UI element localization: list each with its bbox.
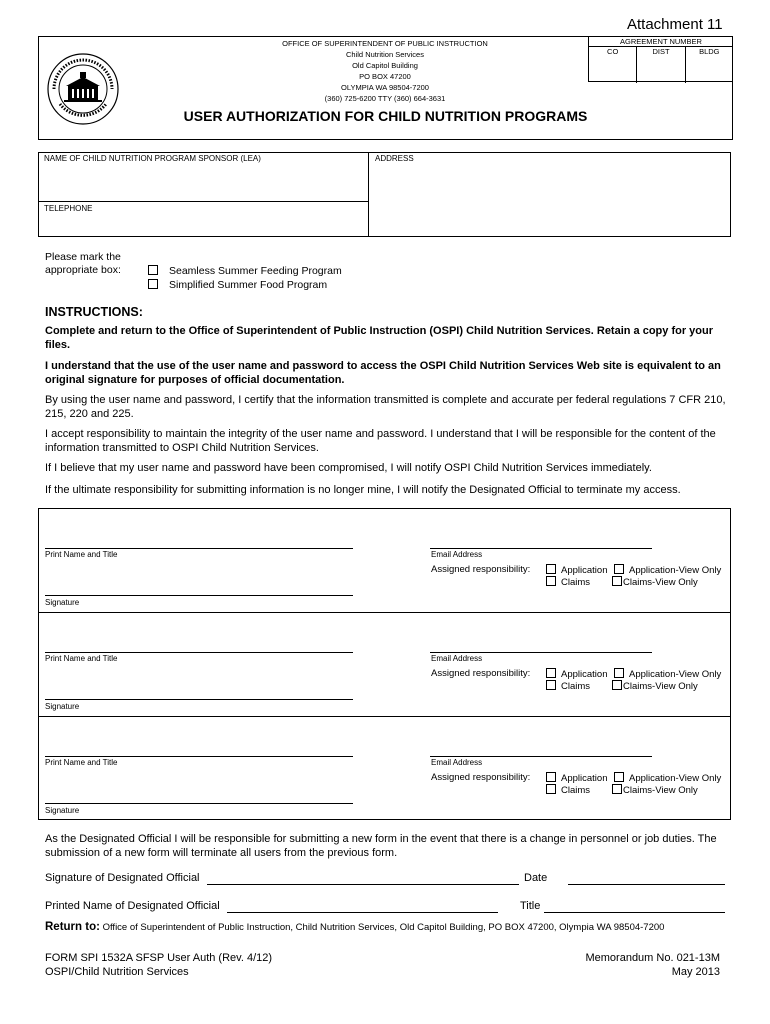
form-id: FORM SPI 1532A SFSP User Auth (Rev. 4/12) — [45, 952, 273, 964]
form-footer-left — [45, 952, 272, 979]
signature-label: Signature — [45, 806, 80, 815]
designated-statement: As the Designated Official I will be responsible for submitting a new form in the event that there is a change in personnel or job duties. The submission of a new form will terminate all users from the previous form. — [45, 833, 717, 859]
sponsor-name-field[interactable]: NAME OF CHILD NUTRITION PROGRAM SPONSOR (LEA) — [44, 154, 261, 163]
designated-printed-label: Printed Name of Designated Official — [45, 900, 220, 912]
office-line: (360) 725-6200 TTY (360) 664-3631 — [324, 94, 446, 103]
form-dept: OSPI/Child Nutrition Services — [45, 965, 189, 978]
option-label: Simplified Summer Food Program — [169, 279, 328, 291]
print-name-label: Print Name and Title — [45, 550, 118, 559]
print-name-label: Print Name and Title — [45, 758, 118, 767]
checkbox[interactable] — [546, 564, 556, 574]
checkbox[interactable] — [614, 668, 624, 678]
attachment-label: Attachment 11 — [627, 16, 723, 33]
instruction-bold-1: Complete and return to the Office of Superintendent of Public Instruction (OSPI) Child Nutrition Services. Retain a copy for your files. — [45, 325, 714, 351]
email-line[interactable] — [430, 756, 652, 757]
option-label: Application — [561, 773, 608, 784]
checkbox[interactable] — [614, 772, 624, 782]
checkbox[interactable] — [546, 680, 556, 690]
office-line: OLYMPIA WA 98504-7200 — [341, 83, 429, 92]
return-label: Return to: — [45, 921, 100, 933]
return-address: Office of Superintendent of Public Instruction, Child Nutrition Services, Old Capitol Building, PO BOX 47200, Olympia WA 98504-7200 — [102, 922, 665, 933]
form-footer-right — [560, 952, 720, 979]
program-options — [148, 264, 342, 292]
office-line: Old Capitol Building — [352, 61, 418, 70]
signature-line[interactable] — [45, 699, 353, 700]
agreement-co-field[interactable]: CO — [589, 47, 637, 83]
agreement-bldg-field[interactable]: BLDG — [699, 47, 720, 56]
option-label: Claims-View Only — [623, 681, 698, 692]
opt-claims[interactable] — [546, 576, 590, 589]
checkbox[interactable] — [546, 772, 556, 782]
print-name-line[interactable] — [45, 548, 353, 549]
instruction-p1: By using the user name and password, I certify that the information transmitted is complete and accurate per federal regulations 7 CFR 210, 215, 220 and 225. — [45, 394, 726, 420]
email-label: Email Address — [431, 654, 483, 663]
checkbox[interactable] — [546, 668, 556, 678]
address-field[interactable]: ADDRESS — [375, 154, 414, 163]
option-label: Application-View Only — [629, 565, 722, 576]
option-label: Claims-View Only — [623, 577, 698, 588]
divider — [38, 612, 731, 613]
instructions-heading: INSTRUCTIONS: — [45, 305, 143, 319]
signature-label: Signature — [45, 702, 80, 711]
checkbox[interactable] — [612, 784, 622, 794]
option-label: Claims-View Only — [623, 785, 698, 796]
page-title: USER AUTHORIZATION FOR CHILD NUTRITION PROGRAMS — [183, 108, 588, 124]
print-name-line[interactable] — [45, 756, 353, 757]
option-label: Claims — [561, 785, 591, 796]
designated-printed-line[interactable] — [227, 912, 498, 913]
assigned-label: Assigned responsibility: — [431, 668, 531, 679]
assigned-label: Assigned responsibility: — [431, 564, 531, 575]
instruction-p3: If I believe that my user name and password have been compromised, I will notify OSPI Child Nutrition Services immediately. — [45, 462, 652, 474]
option-label: Claims — [561, 681, 591, 692]
email-line[interactable] — [430, 652, 652, 653]
agreement-number-box — [588, 36, 733, 82]
opt-claims[interactable] — [546, 784, 590, 797]
option-label: Seamless Summer Feeding Program — [169, 265, 342, 277]
print-name-label: Print Name and Title — [45, 654, 118, 663]
checkbox[interactable] — [148, 279, 158, 289]
sponsor-box — [38, 152, 731, 237]
email-label: Email Address — [431, 550, 483, 559]
email-line[interactable] — [430, 548, 652, 549]
option-label: Application — [561, 669, 608, 680]
divider — [38, 201, 369, 202]
designated-sig-line[interactable] — [207, 884, 519, 885]
instruction-bold-2: I understand that the use of the user name and password to access the OSPI Child Nutrition Services Web site is equivalent to an original signature for purposes of official documentation. — [45, 360, 721, 386]
signature-line[interactable] — [45, 595, 353, 596]
option-label: Claims — [561, 577, 591, 588]
program-prompt — [45, 251, 121, 277]
agreement-dist-field[interactable]: DIST — [637, 47, 685, 83]
office-line: OFFICE OF SUPERINTENDENT OF PUBLIC INSTRUCTION — [282, 39, 488, 48]
option-seamless[interactable] — [148, 264, 342, 278]
agreement-label: AGREEMENT NUMBER — [620, 37, 702, 46]
memo-date: May 2013 — [671, 965, 720, 978]
opt-claims-view[interactable] — [612, 576, 698, 589]
date-line[interactable] — [568, 884, 725, 885]
signature-label: Signature — [45, 598, 80, 607]
return-to — [45, 920, 745, 935]
checkbox[interactable] — [546, 784, 556, 794]
print-name-line[interactable] — [45, 652, 353, 653]
opt-claims[interactable] — [546, 680, 590, 693]
email-label: Email Address — [431, 758, 483, 767]
instruction-p2: I accept responsibility to maintain the integrity of the user name and password. I understand that I will be responsible for the content of the information transmitted to OSPI Child Nutrition Services. — [45, 428, 716, 454]
telephone-field[interactable]: TELEPHONE — [44, 204, 93, 213]
opt-claims-view[interactable] — [612, 784, 698, 797]
assigned-label: Assigned responsibility: — [431, 772, 531, 783]
date-label: Date — [524, 872, 548, 884]
program-prompt-line: appropriate box: — [45, 264, 121, 276]
program-prompt-line: Please mark the — [45, 251, 121, 263]
option-label: Application-View Only — [629, 669, 722, 680]
checkbox[interactable] — [546, 576, 556, 586]
title-label: Title — [520, 900, 541, 912]
office-address — [250, 38, 520, 104]
option-label: Application — [561, 565, 608, 576]
designated-sig-label: Signature of Designated Official — [45, 872, 200, 884]
checkbox[interactable] — [148, 265, 158, 275]
office-line: Child Nutrition Services — [346, 50, 424, 59]
option-simplified[interactable] — [148, 278, 342, 292]
divider — [368, 152, 369, 237]
memo-number: Memorandum No. 021-13M — [585, 952, 720, 964]
office-line: PO BOX 47200 — [359, 72, 411, 81]
checkbox[interactable] — [612, 680, 622, 690]
title-line[interactable] — [544, 912, 725, 913]
instruction-p4: If the ultimate responsibility for submitting information is no longer mine, I will notify the Designated Official to terminate my access. — [45, 484, 681, 496]
option-label: Application-View Only — [629, 773, 722, 784]
checkbox[interactable] — [612, 576, 622, 586]
signature-line[interactable] — [45, 803, 353, 804]
divider — [38, 716, 731, 717]
opt-claims-view[interactable] — [612, 680, 698, 693]
checkbox[interactable] — [614, 564, 624, 574]
